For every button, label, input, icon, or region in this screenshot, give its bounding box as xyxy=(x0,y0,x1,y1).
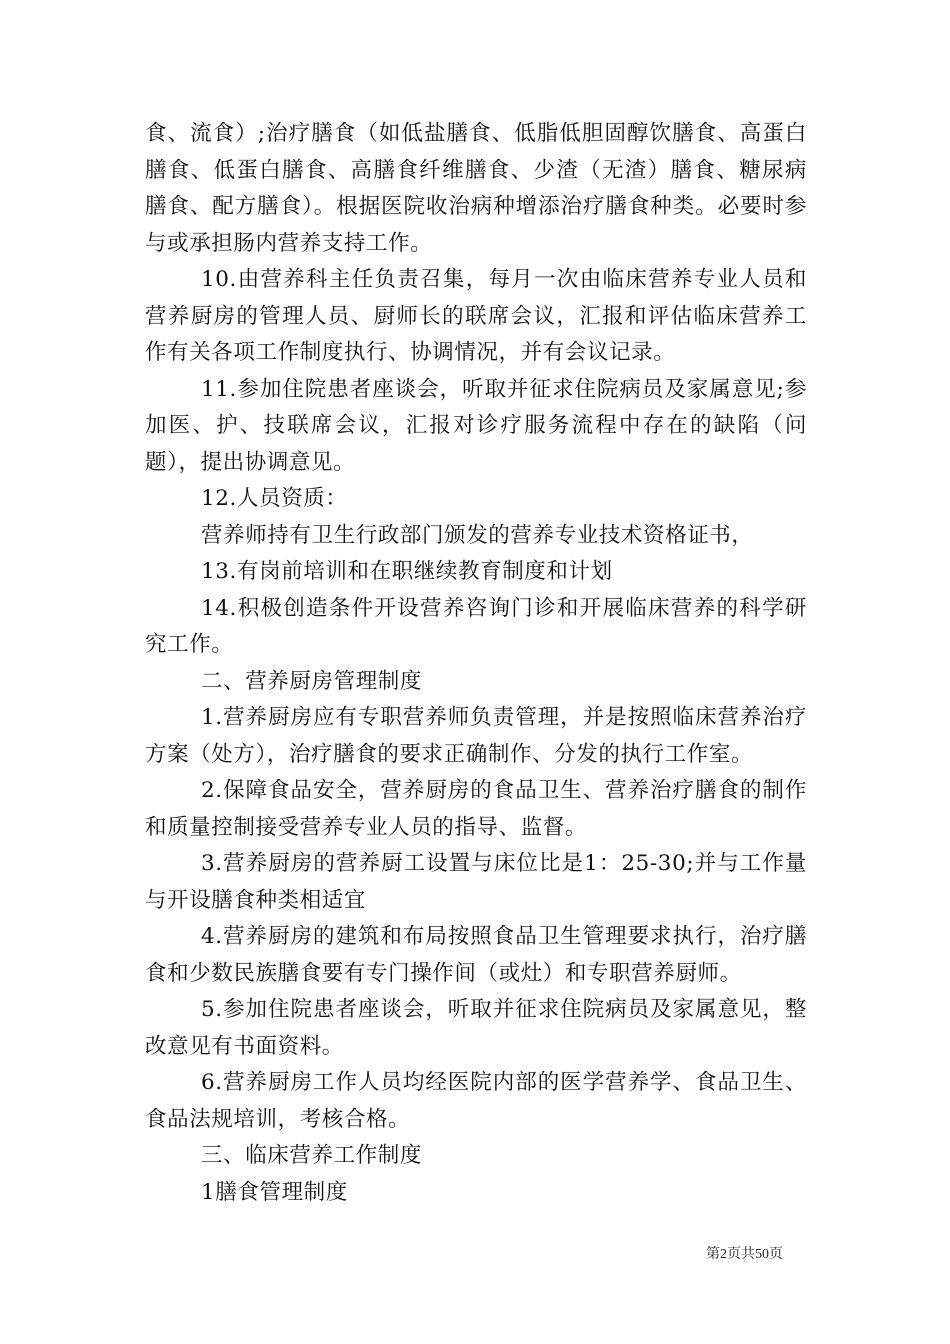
section-heading: 二、营养厨房管理制度 xyxy=(201,668,423,694)
paragraph: 4.营养厨房的建筑和布局按照食品卫生管理要求执行，治疗膳食和少数民族膳食要有专门操作间（或灶）和专职营养厨师。 xyxy=(145,924,807,986)
page-footer xyxy=(706,1245,783,1264)
paragraph: 11.参加住院患者座谈会，听取并征求住院病员及家属意见;参加医、护、技联席会议，汇报对诊疗服务流程中存在的缺陷（问题），提出协调意见。 xyxy=(145,376,807,475)
paragraph: 食、流食）;治疗膳食（如低盐膳食、低脂低胆固醇饮膳食、高蛋白膳食、低蛋白膳食、高膳食纤维膳食、少渣（无渣）膳食、糖尿病膳食、配方膳食）。根据医院收治病种增添治疗膳食种类。必要时参与或承担肠内营养支持工作。 xyxy=(145,121,807,256)
paragraph: 14.积极创造条件开设营养咨询门诊和开展临床营养的科学研究工作。 xyxy=(145,595,807,657)
paragraph: 3.营养厨房的营养厨工设置与床位比是1：25-30;并与工作量与开设膳食种类相适宜 xyxy=(145,851,807,913)
paragraph: 12.人员资质： xyxy=(201,486,348,511)
paragraph: 13.有岗前培训和在职继续教育制度和计划 xyxy=(201,559,613,584)
paragraph: 5.参加住院患者座谈会，听取并征求住院病员及家属意见，整改意见有书面资料。 xyxy=(145,997,807,1059)
page-label-middle: 页共 xyxy=(727,1246,755,1262)
current-page-number: 2 xyxy=(720,1247,727,1262)
paragraph: 营养师持有卫生行政部门颁发的营养专业技术资格证书， xyxy=(201,522,754,548)
paragraph: 6.营养厨房工作人员均经医院内部的医学营养学、食品卫生、食品法规培训，考核合格。 xyxy=(145,1070,807,1132)
section-heading: 三、临床营养工作制度 xyxy=(201,1143,423,1168)
page-label-suffix: 页 xyxy=(769,1246,783,1262)
document-body xyxy=(145,116,807,1211)
total-page-count: 50 xyxy=(755,1247,769,1262)
paragraph: 1.营养厨房应有专职营养师负责管理，并是按照临床营养治疗方案（处方），治疗膳食的要求正确制作、分发的执行工作室。 xyxy=(145,705,807,767)
subsection-heading: 1膳食管理制度 xyxy=(201,1179,348,1205)
paragraph: 2.保障食品安全，营养厨房的食品卫生、营养治疗膳食的制作和质量控制接受营养专业人员的指导、监督。 xyxy=(145,778,807,840)
paragraph: 10.由营养科主任负责召集，每月一次由临床营养专业人员和营养厨房的管理人员、厨师长的联席会议，汇报和评估临床营养工作有关各项工作制度执行、协调情况，并有会议记录。 xyxy=(145,267,807,365)
page-label-prefix: 第 xyxy=(706,1246,720,1262)
